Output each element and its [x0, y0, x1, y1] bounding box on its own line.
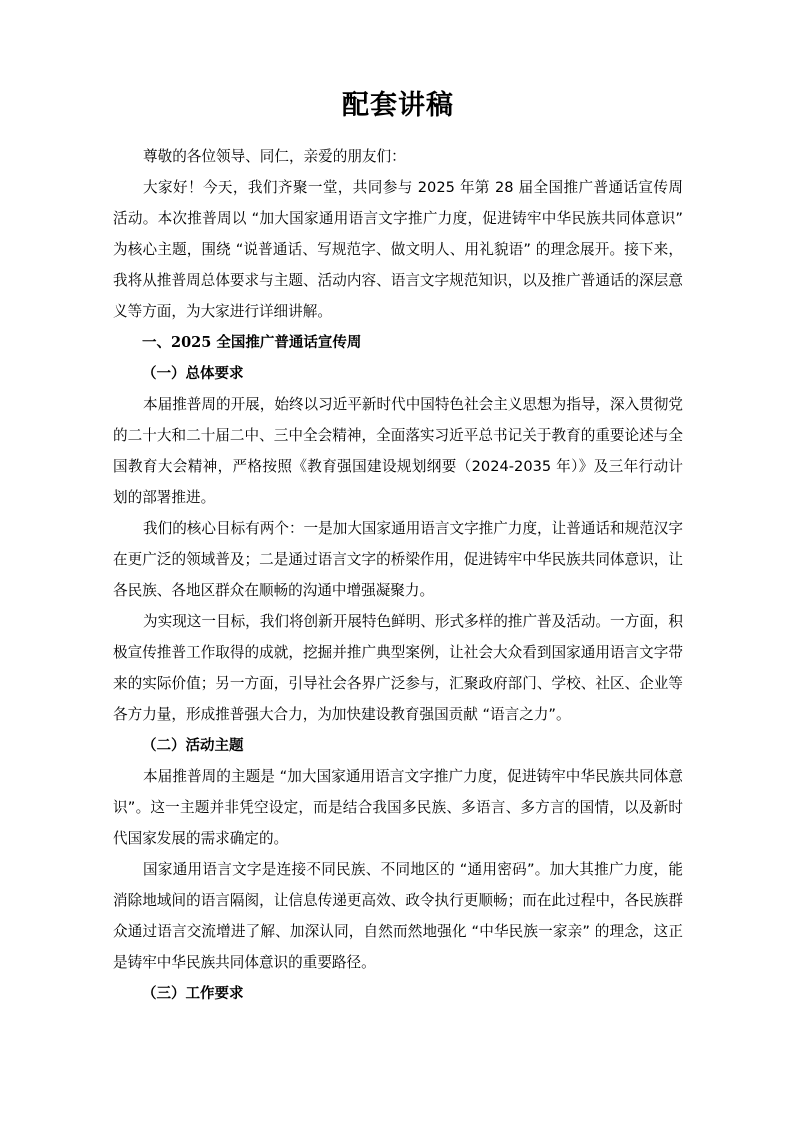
paragraph-opening-remarks: 大家好！今天，我们齐聚一堂，共同参与 2025 年第 28 届全国推广普通话宣传周活动。本次推普周以 “加大国家通用语言文字推广力度，促进铸牢中华民族共同体意识” 为核心主题，围绕 “说普通话、写规范字、做文明人、用礼貌语” 的理念展开。接下来，我将从推普周总体要求与主题、活动内容、语言文字规范知识，以及推广普通话的深层意义等方面，为大家进行详细讲解。 — [113, 179, 683, 320]
paragraph-core-objectives: 我们的核心目标有两个：一是加大国家通用语言文字推广力度，让普通话和规范汉字在更广泛的领域普及；二是通过语言文字的桥梁作用，促进铸牢中华民族共同体意识，让各民族、各地区群众在顺畅的沟通中增强凝聚力。 — [113, 520, 683, 599]
heading-subsection-1-1: （一）总体要求 — [142, 365, 244, 382]
heading-subsection-1-3: （三）工作要求 — [142, 985, 244, 1002]
paragraph-implementation-measures: 为实现这一目标，我们将创新开展特色鲜明、形式多样的推广普及活动。一方面，积极宣传推普工作取得的成就，挖掘并推广典型案例，让社会大众看到国家通用语言文字带来的实际价值；另一方面，引导社会各界广泛参与，汇聚政府部门、学校、社区、企业等各方力量，形成推普强大合力，为加快建设教育强国贡献 “语言之力”。 — [113, 613, 683, 723]
paragraph-salutation: 尊敬的各位领导、同仁，亲爱的朋友们： — [143, 148, 406, 165]
paragraph-theme-rationale: 国家通用语言文字是连接不同民族、不同地区的 “通用密码”。加大其推广力度，能消除地域间的语言隔阂，让信息传递更高效、政令执行更顺畅；而在此过程中，各民族群众通过语言交流增进了解、加深认同，自然而然地强化 “中华民族一家亲” 的理念，这正是铸牢中华民族共同体意识的重要路径。 — [113, 861, 683, 971]
document-body — [113, 0, 683, 1009]
paragraph-theme-description: 本届推普周的主题是 “加大国家通用语言文字推广力度，促进铸牢中华民族共同体意识”。这一主题并非凭空设定，而是结合我国多民族、多语言、多方言的国情，以及新时代国家发展的需求确定的。 — [113, 768, 683, 847]
paragraph-overall-requirements-guiding-thought: 本届推普周的开展，始终以习近平新时代中国特色社会主义思想为指导，深入贯彻党的二十大和二十届二中、三中全会精神，全面落实习近平总书记关于教育的重要论述与全国教育大会精神，严格按照《教育强国建设规划纲要（2024-2035 年）》及三年行动计划的部署推进。 — [113, 396, 683, 506]
page-title: 配套讲稿 — [342, 90, 454, 121]
heading-section-1: 一、2025 全国推广普通话宣传周 — [142, 334, 362, 351]
heading-subsection-1-2: （二）活动主题 — [142, 737, 244, 754]
